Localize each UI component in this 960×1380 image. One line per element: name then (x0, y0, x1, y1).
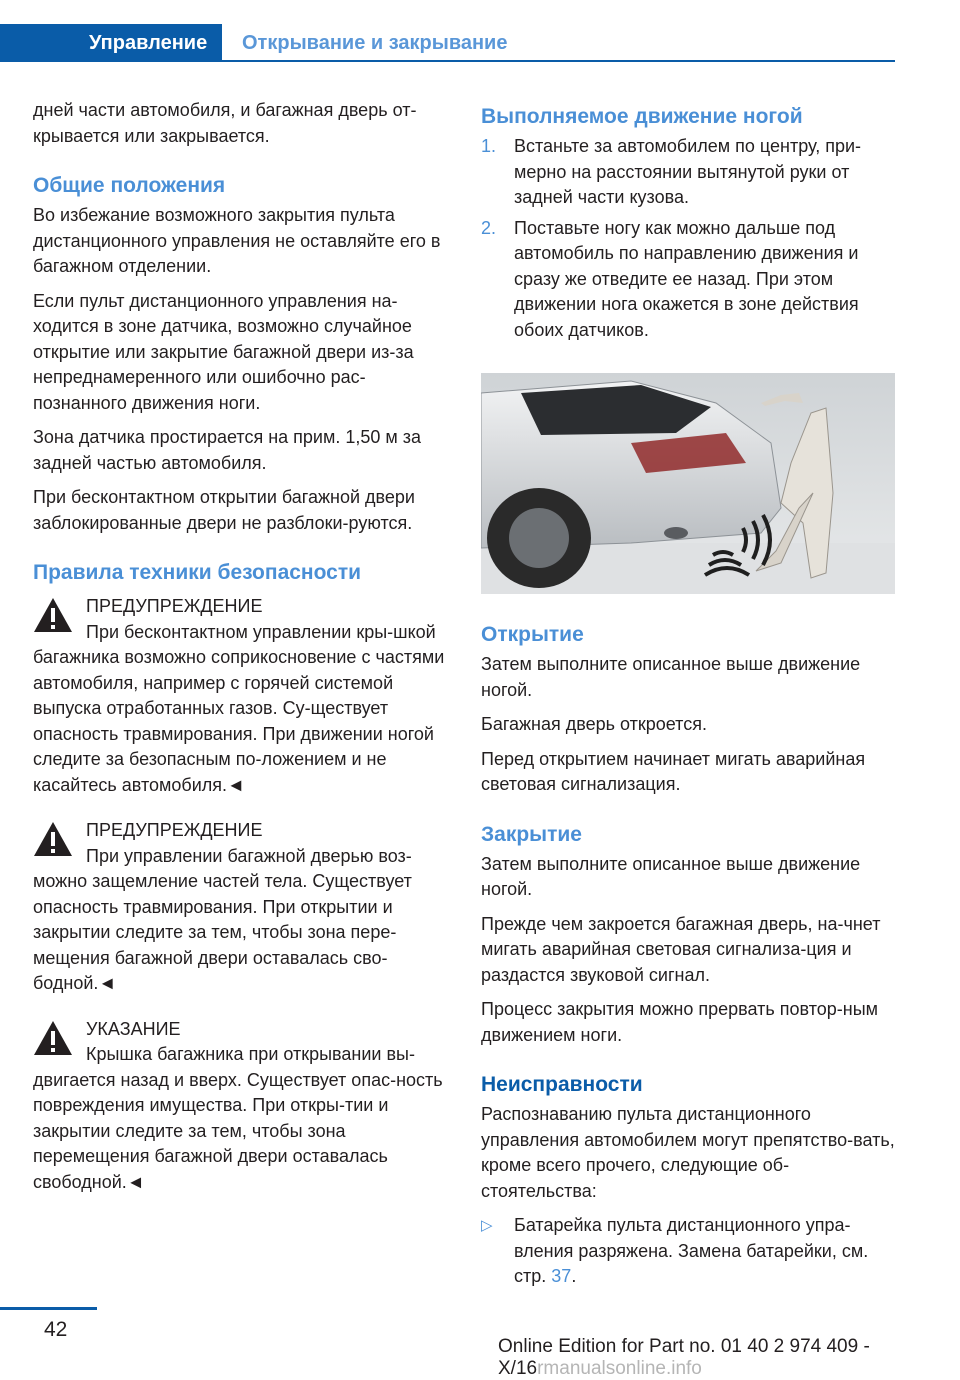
header-section-tab[interactable] (0, 24, 222, 62)
general-paragraph-3: Зона датчика простирается на прим. 1,50 м за задней частью автомобиля. (33, 427, 422, 473)
warning-block-2 (33, 818, 448, 997)
safety-heading: Правила техники безопасности (33, 561, 362, 584)
warning-1-title: ПРЕДУПРЕЖДЕНИЕ (86, 596, 263, 616)
footer-watermark: rmanualsonline.info (537, 1358, 702, 1379)
step-text: Встаньте за автомобилем по центру, при‐мерно на расстоянии вытянутой руки от задней части кузова. (514, 136, 862, 207)
motion-step-1 (481, 134, 895, 211)
fault-paragraph: Распознаванию пульта дистанционного управления автомобилем могут препятство‐вать, кроме всего прочего, следующие об‐стоятельства: (481, 1104, 895, 1201)
warning-2-title: ПРЕДУПРЕЖДЕНИЕ (86, 820, 263, 840)
step-text: Поставьте ногу как можно дальше под автомобиль по направлению движения и сразу же отведите ее назад. При этом движении нога окажется в зоне действия обоих датчиков. (514, 217, 859, 340)
warning-triangle-icon (33, 821, 73, 857)
general-paragraph-2: Если пульт дистанционного управления на‐ходится в зоне датчика, возможно случайное открытие или закрытие багажной двери из-за непреднамеренного или ошибочно рас‐познанного движения ноги. (33, 290, 414, 413)
warning-1-body: При бесконтактном управлении кры‐шкой багажника возможно соприкосновение с частями автомобиля, например с горячей системой выпуска отработанных газов. Су‐ществует опасность травмирования. При движении ногой следите за безопасным по‐ложением и не касайтесь автомобиля.◄ (33, 621, 445, 795)
page-number: 42 (44, 1318, 68, 1341)
header-subsection-tab[interactable]: Открывание и закрывание (242, 32, 508, 54)
general-paragraph-1: Во избежание возможного закрытия пульта дистанционного управления не оставляйте его в багажном отделении. (33, 205, 441, 276)
open-paragraph-1: Затем выполните описанное выше движение ногой. (481, 654, 861, 700)
notice-block (33, 1017, 448, 1196)
notice-triangle-icon (33, 1020, 73, 1056)
left-column (33, 98, 448, 1195)
step-number: 1. (481, 136, 497, 156)
close-paragraph-3: Процесс закрытия можно прервать повтор‐ным движением ноги. (481, 999, 879, 1045)
footer-edition (498, 1336, 960, 1380)
fault-heading: Неисправности (481, 1073, 643, 1096)
fault-bullet-text: Батарейка пульта дистанционного упра‐вления разряжена. Замена батарейки, см. стр. (514, 1215, 869, 1286)
motion-step-2 (481, 216, 895, 344)
notice-title: УКАЗАНИЕ (86, 1018, 181, 1039)
open-paragraph-3: Перед открытием начинает мигать аварийная световая сигнализация. (481, 748, 866, 794)
footer-edition-text: Online Edition for Part no. 01 40 2 974 409 - X/16 (498, 1336, 870, 1379)
right-column (481, 98, 895, 1299)
general-heading: Общие положения (33, 174, 226, 197)
general-paragraph-4: При бесконтактном открытии багажной двери заблокированные двери не разблоки‐руются. (33, 487, 415, 533)
page-header (0, 0, 960, 64)
fault-bullet-item (481, 1213, 895, 1290)
open-paragraph-2: Багажная дверь откроется. (481, 714, 707, 734)
notice-body: Крышка багажника при открывании вы‐двигается назад и вверх. Существует опас‐ность повреждения имущества. При откры‐тии и закрытии следите за тем, чтобы зона перемещения багажной двери оставалась свободной.◄ (33, 1044, 443, 1192)
close-paragraph-1: Затем выполните описанное выше движение ногой. (481, 853, 861, 899)
footer-rule (0, 1307, 97, 1310)
warning-triangle-icon (33, 597, 73, 633)
foot-motion-illustration (481, 373, 895, 594)
motion-heading: Выполняемое движение ногой (481, 105, 803, 128)
header-section-label: Управление (89, 32, 208, 54)
warning-2-body: При управлении багажной дверью воз‐можно защемление частей тела. Существует опасность травмирования. При открытии и закрытии следите за тем, чтобы зона пере‐мещения багажной двери оставалась сво‐бодной.◄ (33, 845, 412, 993)
fault-bullet-end: . (571, 1266, 577, 1286)
warning-block-1 (33, 594, 448, 798)
step-number: 2. (481, 217, 497, 238)
page-reference-link[interactable]: 37 (551, 1266, 572, 1286)
fault-bullet-list (481, 1213, 895, 1290)
header-rule (222, 60, 895, 62)
close-heading: Закрытие (481, 822, 582, 846)
open-heading: Открытие (481, 623, 584, 646)
motion-steps-list (481, 134, 895, 343)
intro-paragraph: дней части автомобиля, и багажная дверь от‐крывается или закрывается. (33, 100, 417, 146)
close-paragraph-2: Прежде чем закроется багажная дверь, на‐чнет мигать аварийная световая сигнализа‐ция и раздастся звуковой сигнал. (481, 913, 881, 985)
bullet-triangle-icon: ▷ (481, 1217, 493, 1234)
